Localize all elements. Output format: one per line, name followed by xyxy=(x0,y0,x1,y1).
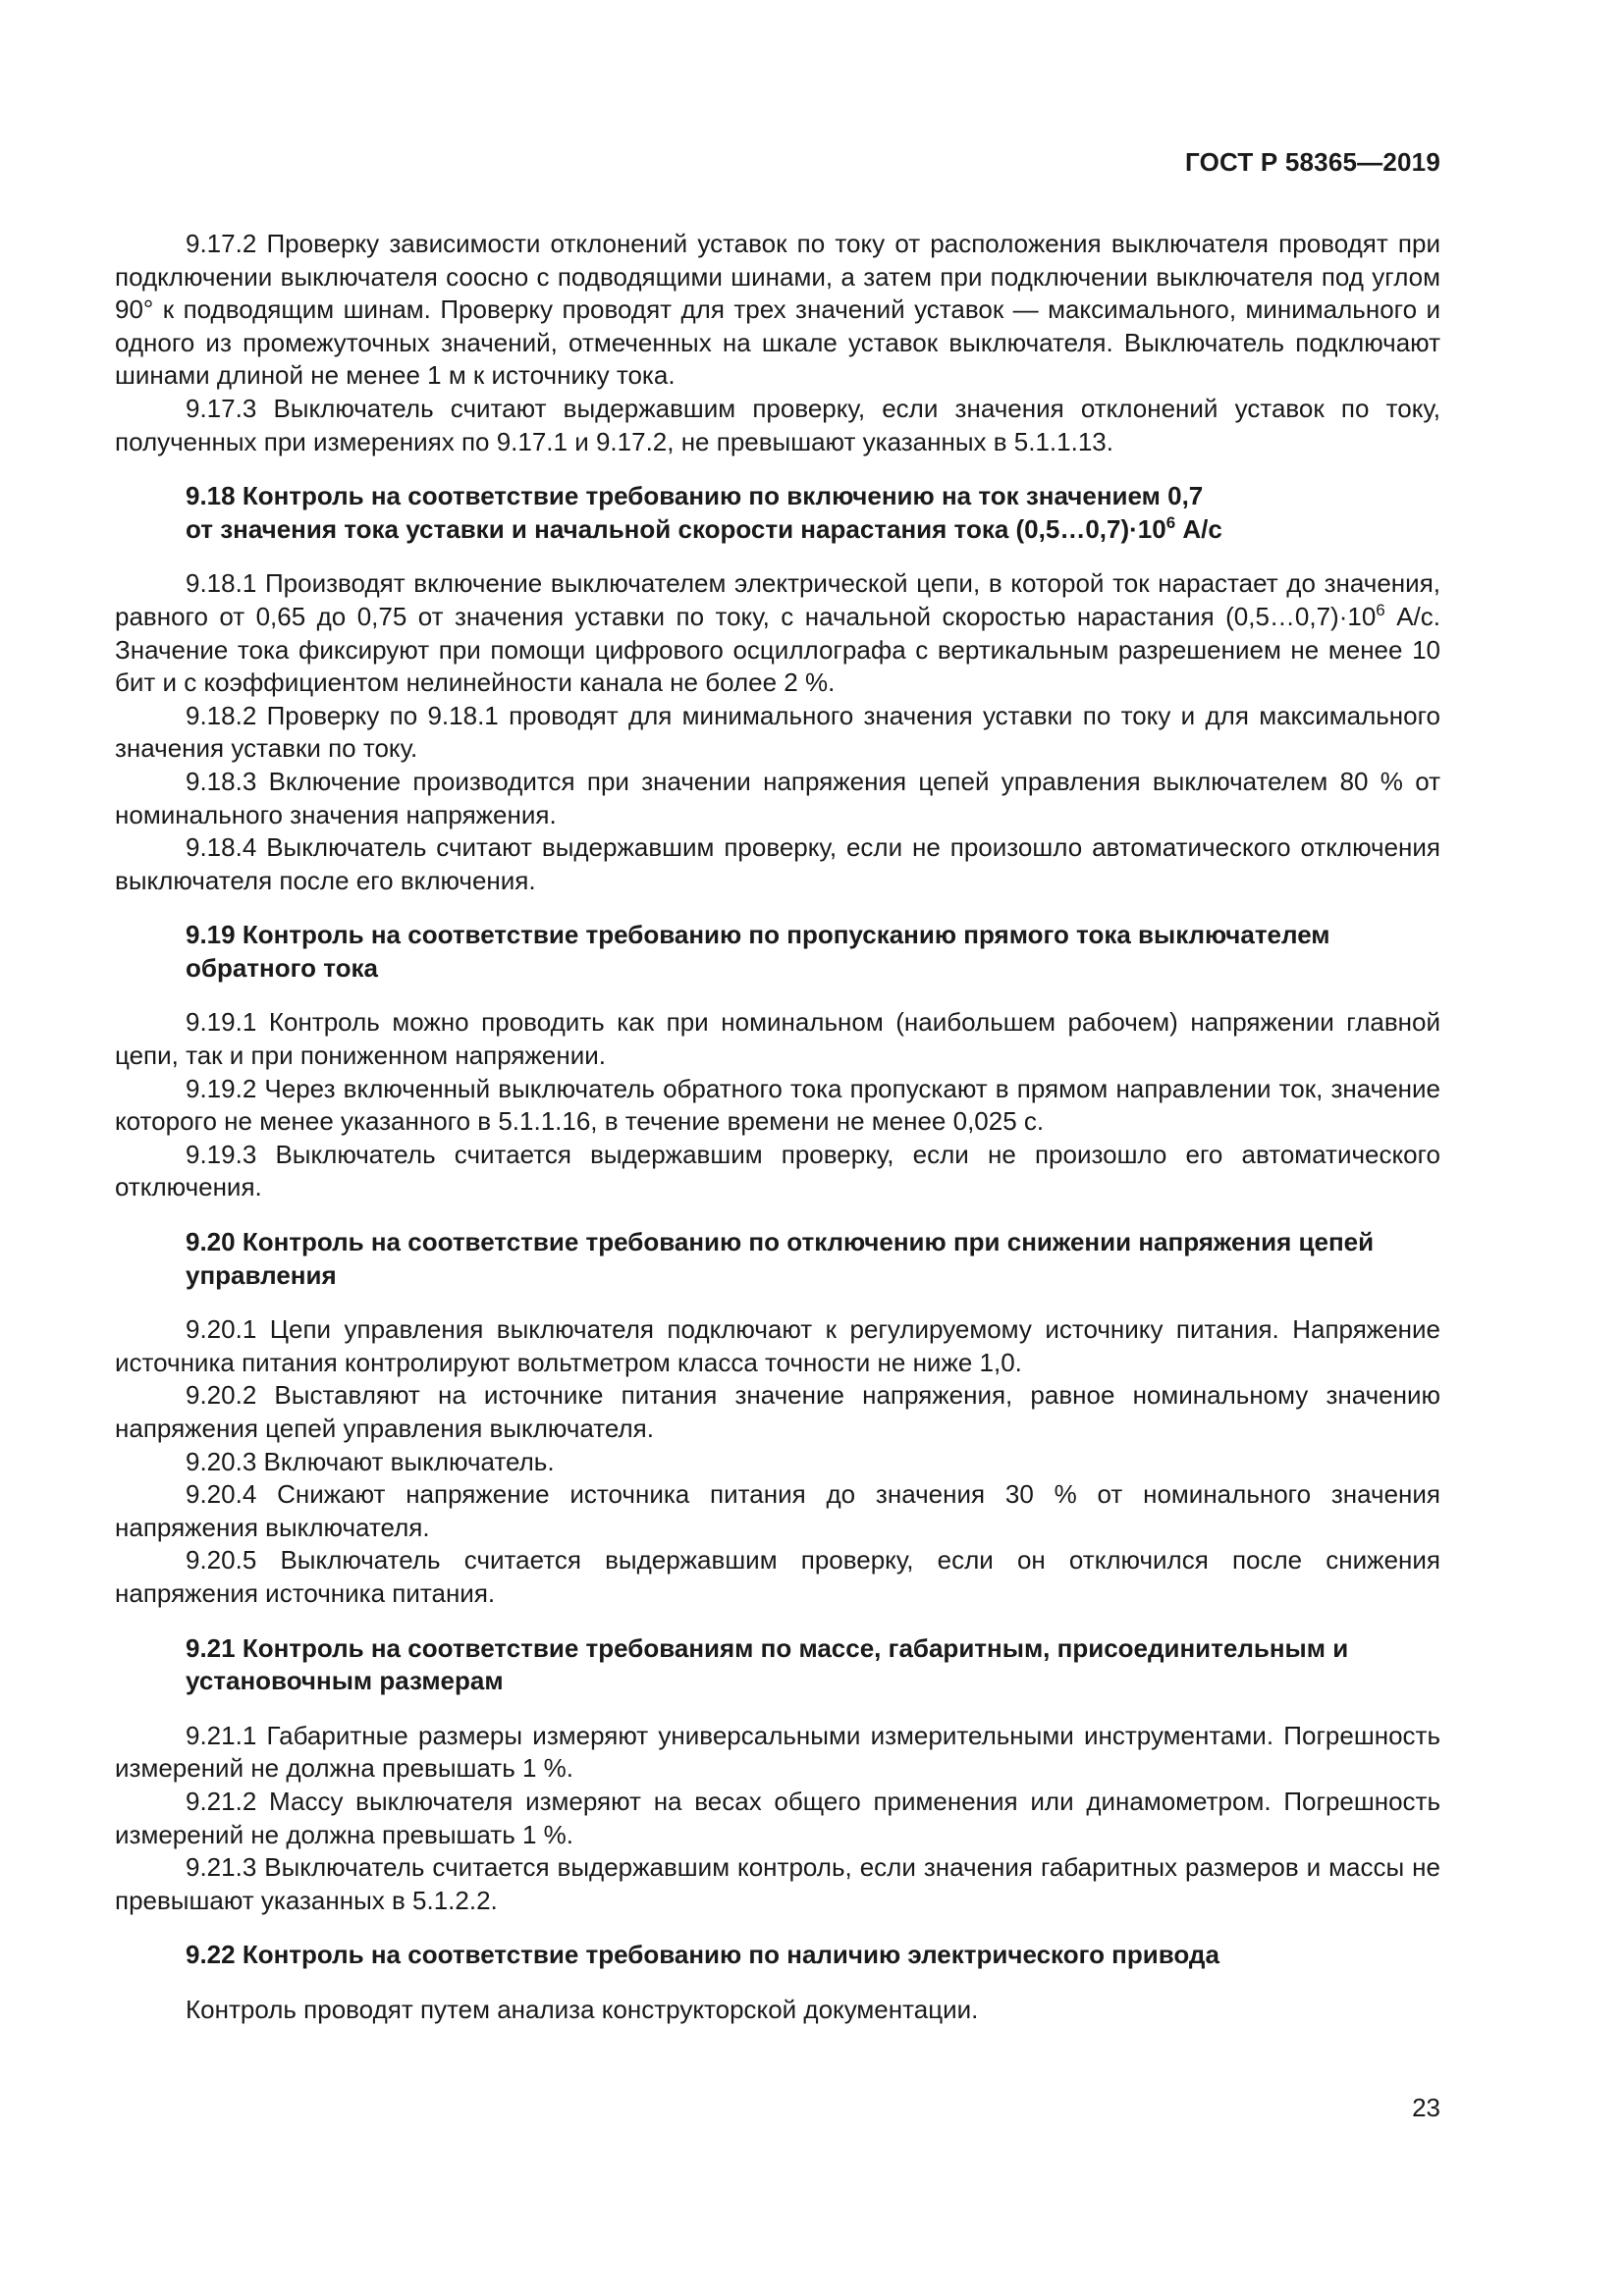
paragraph-9-20-5: 9.20.5 Выключатель считается выдержавшим проверку, если он отключился после снижения напряжения источника питания. xyxy=(115,1545,1440,1608)
paragraph-9-18-2: 9.18.2 Проверку по 9.18.1 проводят для минимального значения уставки по току и для максимального значения уставки по току. xyxy=(115,700,1440,764)
paragraph-9-20-4: 9.20.4 Снижают напряжение источника питания до значения 30 % от номинального значения напряжения выключателя. xyxy=(115,1479,1440,1542)
document-body xyxy=(115,228,1440,2027)
heading-9-18-unit: А/с xyxy=(1175,513,1222,544)
paragraph-9-18-4: 9.18.4 Выключатель считают выдержавшим проверку, если не произошло автоматического отключения выключателя после его включения. xyxy=(115,832,1440,895)
paragraph-9-18-1 xyxy=(115,567,1440,699)
paragraph-9-19-3: 9.19.3 Выключатель считается выдержавшим проверку, если не произошло его автоматического отключения. xyxy=(115,1139,1440,1202)
section-heading-9-22: 9.22 Контроль на соответствие требованию по наличию электрического привода xyxy=(186,1940,1219,1970)
section-heading-9-21: 9.21 Контроль на соответствие требованиям по массе, габаритным, присоединительным и установочным размерам xyxy=(186,1632,1349,1696)
section-heading-9-18 xyxy=(115,480,1440,546)
heading-9-18-line2: от значения тока уставки и начальной скорости нарастания тока (0,5…0,7)·10 xyxy=(186,513,1166,544)
paragraph-9-21-1: 9.21.1 Габаритные размеры измеряют универсальными измерительными инструментами. Погрешность измерений не должна превышать 1 %. xyxy=(115,1720,1440,1784)
paragraph-9-18-1-exponent: 6 xyxy=(1376,600,1385,619)
paragraph-9-21-2: 9.21.2 Массу выключателя измеряют на весах общего применения или динамометром. Погрешность измерений не должна превышать 1 %. xyxy=(115,1786,1440,1849)
paragraph-9-18-3: 9.18.3 Включение производится при значении напряжения цепей управления выключателем 80 % от номинального значения напряжения. xyxy=(115,766,1440,829)
page-number: 23 xyxy=(1412,2093,1440,2122)
paragraph-9-19-2: 9.19.2 Через включенный выключатель обратного тока пропускают в прямом направлении ток, значение которого не менее указанного в 5.1.1.16, в течение времени не менее 0,025 с. xyxy=(115,1073,1440,1137)
section-heading-9-19: 9.19 Контроль на соответствие требованию по пропусканию прямого тока выключателем обратного тока xyxy=(186,920,1330,983)
heading-9-18-exponent: 6 xyxy=(1165,512,1176,532)
paragraph-9-22-1: Контроль проводят путем анализа конструкторской документации. xyxy=(186,1994,979,2024)
paragraph-9-19-1: 9.19.1 Контроль можно проводить как при номинальном (наибольшем рабочем) напряжении главной цепи, так и при пониженном напряжении. xyxy=(115,1007,1440,1071)
heading-9-18-line1: 9.18 Контроль на соответствие требованию по включению на ток значением 0,7 xyxy=(186,481,1204,511)
paragraph-9-18-1-part-b: А/с. Значение тока фиксируют при помощи цифрового осциллографа с вертикальным разрешением не менее 10 бит и с коэффициентом нелинейности канала не более 2 %. xyxy=(115,601,1440,698)
paragraph-9-21-3: 9.21.3 Выключатель считается выдержавшим контроль, если значения габаритных размеров и массы не превышают указанных в 5.1.2.2. xyxy=(115,1852,1440,1915)
paragraph-9-18-1-part-a: 9.18.1 Производят включение выключателем электрической цепи, в которой ток нарастает до значения, равного от 0,65 до 0,75 от значения уставки по току, с начальной скоростью нарастания (0,5…0,7)·10 xyxy=(115,568,1440,631)
paragraph-9-17-2: 9.17.2 Проверку зависимости отклонений уставок по току от расположения выключателя проводят при подключении выключателя соосно с подводящими шинами, а затем при подключении выключателя под углом 90° к подводящим шинам. Проверку проводят для трех значений уставок — максимального, минимального и одного из промежуточных значений, отмеченных на шкале уставок выключателя. Выключатель подключают шинами длиной не менее 1 м к источнику тока. xyxy=(115,229,1440,391)
paragraph-9-20-2: 9.20.2 Выставляют на источнике питания значение напряжения, равное номинальному значению напряжения цепей управления выключателя. xyxy=(115,1380,1440,1443)
paragraph-9-17-3: 9.17.3 Выключатель считают выдержавшим проверку, если значения отклонений уставок по току, полученных при измерениях по 9.17.1 и 9.17.2, не превышают указанных в 5.1.1.13. xyxy=(115,393,1440,456)
paragraph-9-20-1: 9.20.1 Цепи управления выключателя подключают к регулируемому источнику питания. Напряжение источника питания контролируют вольтметром класса точности не ниже 1,0. xyxy=(115,1314,1440,1377)
section-heading-9-20: 9.20 Контроль на соответствие требованию по отключению при снижении напряжения цепей управления xyxy=(186,1227,1375,1290)
document-standard-id: ГОСТ Р 58365—2019 xyxy=(1185,147,1440,177)
paragraph-9-20-3: 9.20.3 Включают выключатель. xyxy=(186,1446,555,1476)
